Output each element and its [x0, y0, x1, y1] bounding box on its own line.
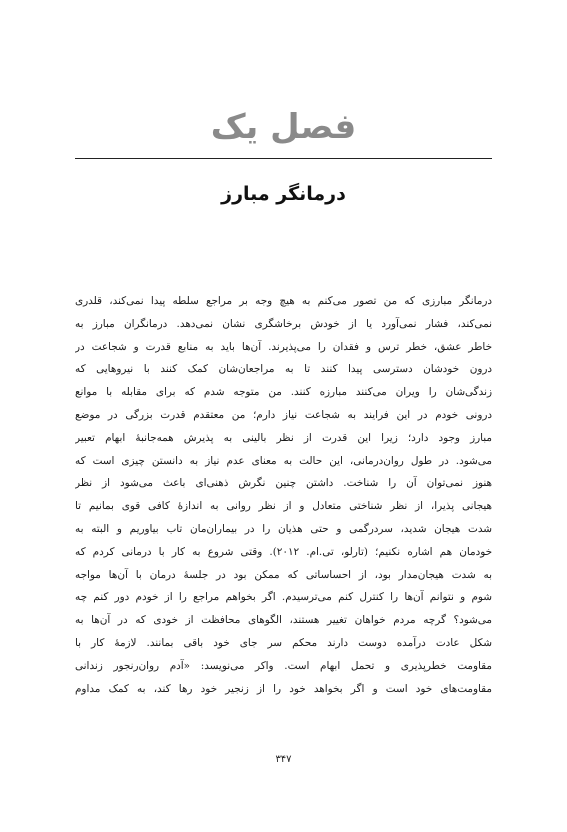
- body-line: مبارز وجود دارد؛ زیرا این قدرت از نظر بالینی به پذیرش همه‌جانبهٔ ابهام تعبیر: [75, 431, 492, 444]
- body-line: زندگی‌شان را ویران می‌کنند مبارزه کنند. من متوجه شدم که برای مقابله با موانع: [75, 386, 492, 399]
- chapter-title: فصل یک: [210, 107, 357, 147]
- body-paragraph: [75, 290, 492, 700]
- body-line: مقاومت خطرپذیری و تحمل ابهام است. واکر می‌نویسد: «آدم روان‌رنجور زندانی: [75, 659, 492, 672]
- body-line: خاطر عشق، خطر ترس و فقدان را می‌پذیرند. آن‌ها باید به منابع قدرت و شجاعت در: [75, 340, 492, 353]
- body-line: شدت هیجان شدید، سردرگمی و حتی هذیان را در بیماران‌مان تاب بیاوریم و البته به: [75, 522, 492, 535]
- body-line: هیجانی پذیرا، از نظر شناختی متعادل و از نظر روانی به اندازهٔ کافی قوی بمانیم تا: [75, 500, 492, 513]
- body-line: شکل عادت درآمده دوست دارند محکم سر جای خود باقی بمانند. لازمهٔ کار با: [75, 636, 492, 649]
- body-line: درمانگر مبارزی که من تصور می‌کنم به هیچ وجه بر مراجع سلطه پیدا نمی‌کند، قلدری: [75, 295, 492, 307]
- title-divider: [75, 158, 492, 159]
- body-line: نمی‌کند، فشار نمی‌آورد یا از خودش برخاشگری نشان نمی‌دهد. درمانگران مبارز به: [75, 317, 492, 330]
- body-line: می‌شود؟ گرچه مردم خواهان تغییر هستند، الگوهای محافظت از خودی که در آن‌ها به: [75, 614, 492, 627]
- section-title: درمانگر مبارز: [221, 183, 346, 205]
- body-line: درون خودشان دسترسی پیدا کنند تا به مراجعان‌شان کمک کنند با نیروهایی که: [75, 363, 492, 376]
- body-line: هنوز نمی‌توان آن را شناخت. داشتن چنین نگرش ذهنی‌ای باعث می‌شود از نظر: [75, 477, 492, 490]
- body-line: خودمان هم اشاره نکنیم؛ (تارلو، تی.ام. ۲۰۱۲). وقتی شروع به کار با درمانی کردم که: [75, 545, 492, 558]
- body-line: شوم و نتوانم آن‌ها را کنترل کنم می‌ترسیدم. اگر بخواهم مراجع را از خودم دور کنم چه: [75, 591, 492, 604]
- body-line: درونی خودم در این فرایند به شجاعت نیاز دارم؛ من معتقدم قدرت بزرگی در موضع: [75, 408, 492, 421]
- body-line: به شدت هیجان‌مدار بود، از احساساتی که ممکن بود در جلسهٔ درمان با آن‌ها مواجه: [75, 568, 492, 581]
- page-number: ۳۴۷: [275, 754, 292, 765]
- body-line: می‌شود. در طول روان‌درمانی، این حالت به معنای عدم نیاز به دانستن چیزی است که: [75, 454, 492, 467]
- body-line: مقاومت‌های خود است و اگر بخواهد خود را از زنجیر خود رها کند، به کمک مداوم: [75, 682, 492, 695]
